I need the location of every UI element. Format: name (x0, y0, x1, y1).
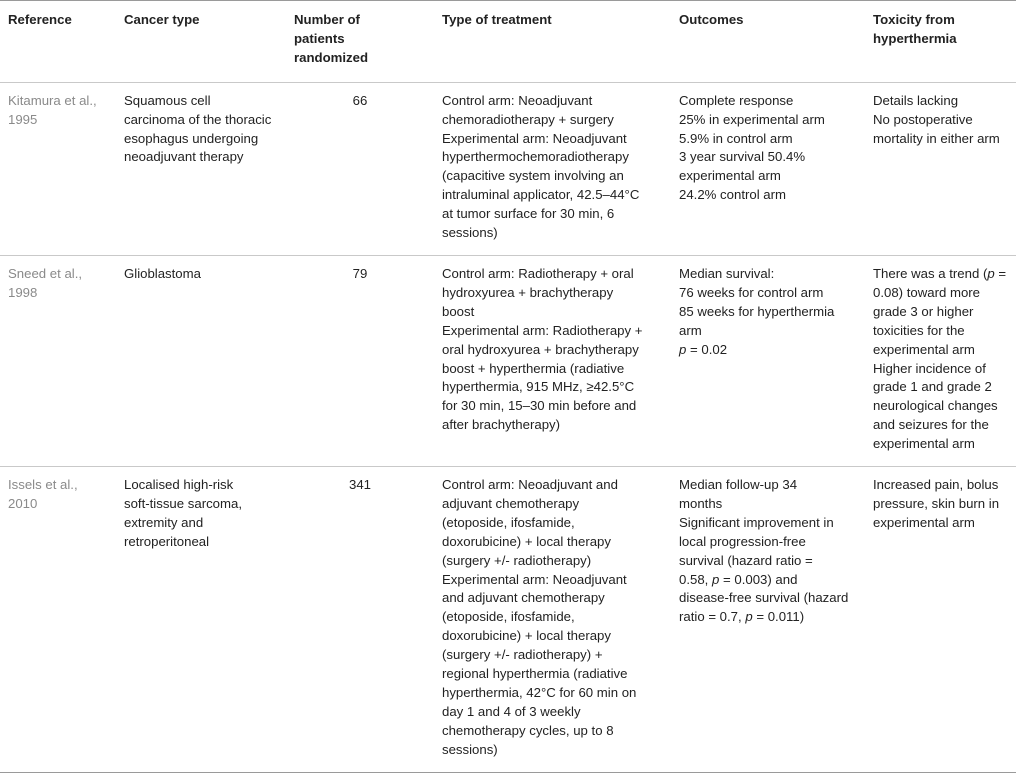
cell-patients: 341 (348, 477, 371, 493)
cell-outcomes-line: 3 year survival 50.4% (679, 149, 806, 165)
cell-treatment-line: (etoposide, ifosfamide, (442, 514, 575, 530)
header-outcomes: Outcomes (679, 12, 744, 27)
cell-outcomes-line: experimental arm (679, 168, 781, 184)
cell-outcomes-line: 25% in experimental arm (679, 111, 825, 127)
cell-outcomes-line: Median follow-up 34 (679, 477, 798, 493)
cell-treatment (434, 255, 671, 466)
cell-reference (0, 255, 116, 466)
header-row (0, 1, 1016, 83)
header-patients (286, 1, 434, 83)
cell-treatment-line: intraluminal applicator, 42.5–44°C (442, 187, 640, 203)
table-row (0, 255, 1016, 466)
cell-treatment-line: Experimental arm: Radiotherapy + (442, 322, 643, 338)
cell-toxicity (865, 467, 1016, 773)
cell-cancer-type-line: carcinoma of the thoracic (124, 111, 272, 127)
cell-treatment-line: Experimental arm: Neoadjuvant (442, 130, 627, 146)
header-toxicity (865, 1, 1016, 83)
cell-outcomes-line: 76 weeks for control arm (679, 284, 824, 300)
cell-reference (0, 82, 116, 255)
cell-treatment-line: hyperthermia, 42°C for 60 min on (442, 685, 637, 700)
header-reference: Reference (8, 12, 72, 27)
cell-toxicity-line: experimental arm (873, 341, 975, 357)
cell-outcomes-line: 5.9% in control arm (679, 130, 793, 146)
cell-cancer-type-line: Glioblastoma (124, 265, 201, 281)
table-row (0, 82, 1016, 255)
header-treatment: Type of treatment (442, 12, 552, 27)
cell-cancer-type-line: soft-tissue sarcoma, (124, 495, 242, 511)
cell-reference-line: 2010 (8, 495, 38, 511)
cell-treatment-line: (etoposide, ifosfamide, (442, 609, 575, 625)
cell-treatment-line: (surgery +/- radiotherapy) (442, 552, 592, 568)
cell-reference-line: Kitamura et al., (8, 92, 97, 108)
cell-reference-line: 1995 (8, 111, 38, 127)
cell-toxicity (865, 82, 1016, 255)
header-cancer-type: Cancer type (124, 12, 200, 27)
cell-treatment-line: Control arm: Radiotherapy + oral (442, 265, 634, 281)
cell-treatment-line: hyperthermia, 915 MHz, ≥42.5°C (442, 379, 635, 395)
cell-treatment-line: (capacitive system involving an (442, 168, 624, 184)
cell-treatment-line: Control arm: Neoadjuvant (442, 92, 593, 108)
cell-treatment-line: and adjuvant chemotherapy (442, 590, 605, 606)
cell-treatment-line: for 30 min, 15–30 min before and (442, 398, 637, 414)
cell-toxicity-line: Increased pain, bolus (873, 477, 999, 493)
cell-reference (0, 467, 116, 773)
cell-outcomes (671, 467, 865, 773)
cell-outcomes-line: disease-free survival (hazard (679, 590, 849, 606)
table-header (0, 1, 1016, 83)
cell-outcomes-line: ratio = 0.7, p = 0.011) (679, 609, 805, 625)
cell-treatment (434, 467, 671, 773)
cell-outcomes-line: 24.2% control arm (679, 187, 787, 203)
cell-outcomes-line: 0.58, p = 0.003) and (679, 571, 798, 587)
cell-toxicity-line: and seizures for the (873, 417, 989, 433)
header-toxicity-line: Toxicity from (873, 12, 955, 27)
cell-outcomes-line: survival (hazard ratio = (679, 552, 813, 568)
cell-treatment-line: oral hydroxyurea + brachytherapy (442, 341, 639, 357)
cell-outcomes-line: local progression-free (679, 533, 806, 549)
cell-treatment (434, 82, 671, 255)
cell-treatment-line: at tumor surface for 30 min, 6 (442, 206, 615, 222)
header-patients-line: Number of (294, 12, 360, 27)
cell-treatment-line: day 1 and 4 of 3 weekly (442, 703, 581, 719)
header-patients-line: randomized (294, 49, 369, 65)
cell-outcomes-line: Median survival: (679, 265, 775, 281)
cell-outcomes-line: Significant improvement in (679, 514, 834, 530)
cell-toxicity-line: neurological changes (873, 398, 998, 414)
cell-cancer-type (116, 467, 286, 773)
cell-cancer-type-line: retroperitoneal (124, 533, 210, 549)
cell-toxicity-line: mortality in either arm (873, 130, 1000, 146)
cell-treatment-line: hyperthermochemoradiotherapy (442, 149, 629, 165)
cell-reference-line: Sneed et al., (8, 265, 83, 281)
cell-treatment-line: Control arm: Neoadjuvant and (442, 477, 618, 493)
table-body (0, 82, 1016, 772)
cell-treatment-line: boost (442, 303, 475, 319)
cell-toxicity-line: experimental arm (873, 514, 975, 530)
cell-treatment-line: boost + hyperthermia (radiative (442, 360, 625, 376)
cell-treatment-line: sessions) (442, 225, 498, 241)
cell-toxicity-line: Details lacking (873, 92, 959, 108)
cell-cancer-type-line: neoadjuvant therapy (124, 149, 244, 165)
cell-treatment-line: chemotherapy cycles, up to 8 (442, 722, 614, 738)
cell-outcomes-line: p = 0.02 (679, 341, 728, 357)
header-patients-line: patients (294, 30, 345, 46)
cell-treatment-line: (surgery +/- radiotherapy) + (442, 647, 603, 663)
cell-treatment-line: adjuvant chemotherapy (442, 495, 580, 511)
cell-treatment-line: Experimental arm: Neoadjuvant (442, 571, 627, 587)
cell-toxicity (865, 255, 1016, 466)
cell-toxicity-line: grade 3 or higher (873, 303, 974, 319)
cell-treatment-line: sessions) (442, 741, 498, 757)
cell-patients: 79 (352, 265, 368, 281)
cell-toxicity-line: 0.08) toward more (873, 284, 981, 300)
cell-treatment-line: hydroxyurea + brachytherapy (442, 284, 614, 300)
cell-outcomes (671, 255, 865, 466)
cell-toxicity-line: There was a trend (p = (873, 265, 1007, 281)
cell-toxicity-line: pressure, skin burn in (873, 495, 1000, 511)
cell-outcomes-line: Complete response (679, 92, 794, 108)
table-row (0, 467, 1016, 773)
cell-outcomes-line: 85 weeks for hyperthermia (679, 303, 835, 319)
cell-toxicity-line: experimental arm (873, 436, 975, 452)
cell-treatment-line: doxorubicine) + local therapy (442, 628, 611, 644)
cell-cancer-type-line: extremity and (124, 514, 204, 530)
cell-cancer-type (116, 82, 286, 255)
cell-treatment-line: regional hyperthermia (radiative (442, 666, 628, 682)
cell-cancer-type-line: Squamous cell (124, 92, 211, 108)
header-toxicity-line: hyperthermia (873, 30, 957, 46)
cell-cancer-type-line: esophagus undergoing (124, 130, 259, 146)
cell-outcomes-line: months (679, 495, 723, 511)
cell-cancer-type-line: Localised high-risk (124, 477, 234, 493)
cell-outcomes-line: arm (679, 322, 702, 338)
cell-treatment-line: after brachytherapy) (442, 417, 561, 433)
cell-cancer-type (116, 255, 286, 466)
cell-patients: 66 (352, 92, 368, 108)
cell-toxicity-line: grade 1 and grade 2 (873, 379, 992, 395)
cell-toxicity-line: toxicities for the (873, 322, 965, 338)
cell-outcomes (671, 82, 865, 255)
cell-toxicity-line: Higher incidence of (873, 360, 986, 376)
cell-reference-line: Issels et al., (8, 477, 78, 493)
cell-treatment-line: doxorubicine) + local therapy (442, 533, 611, 549)
cell-treatment-line: chemoradiotherapy + surgery (442, 111, 614, 127)
cell-toxicity-line: No postoperative (873, 111, 973, 127)
cell-reference-line: 1998 (8, 284, 38, 300)
